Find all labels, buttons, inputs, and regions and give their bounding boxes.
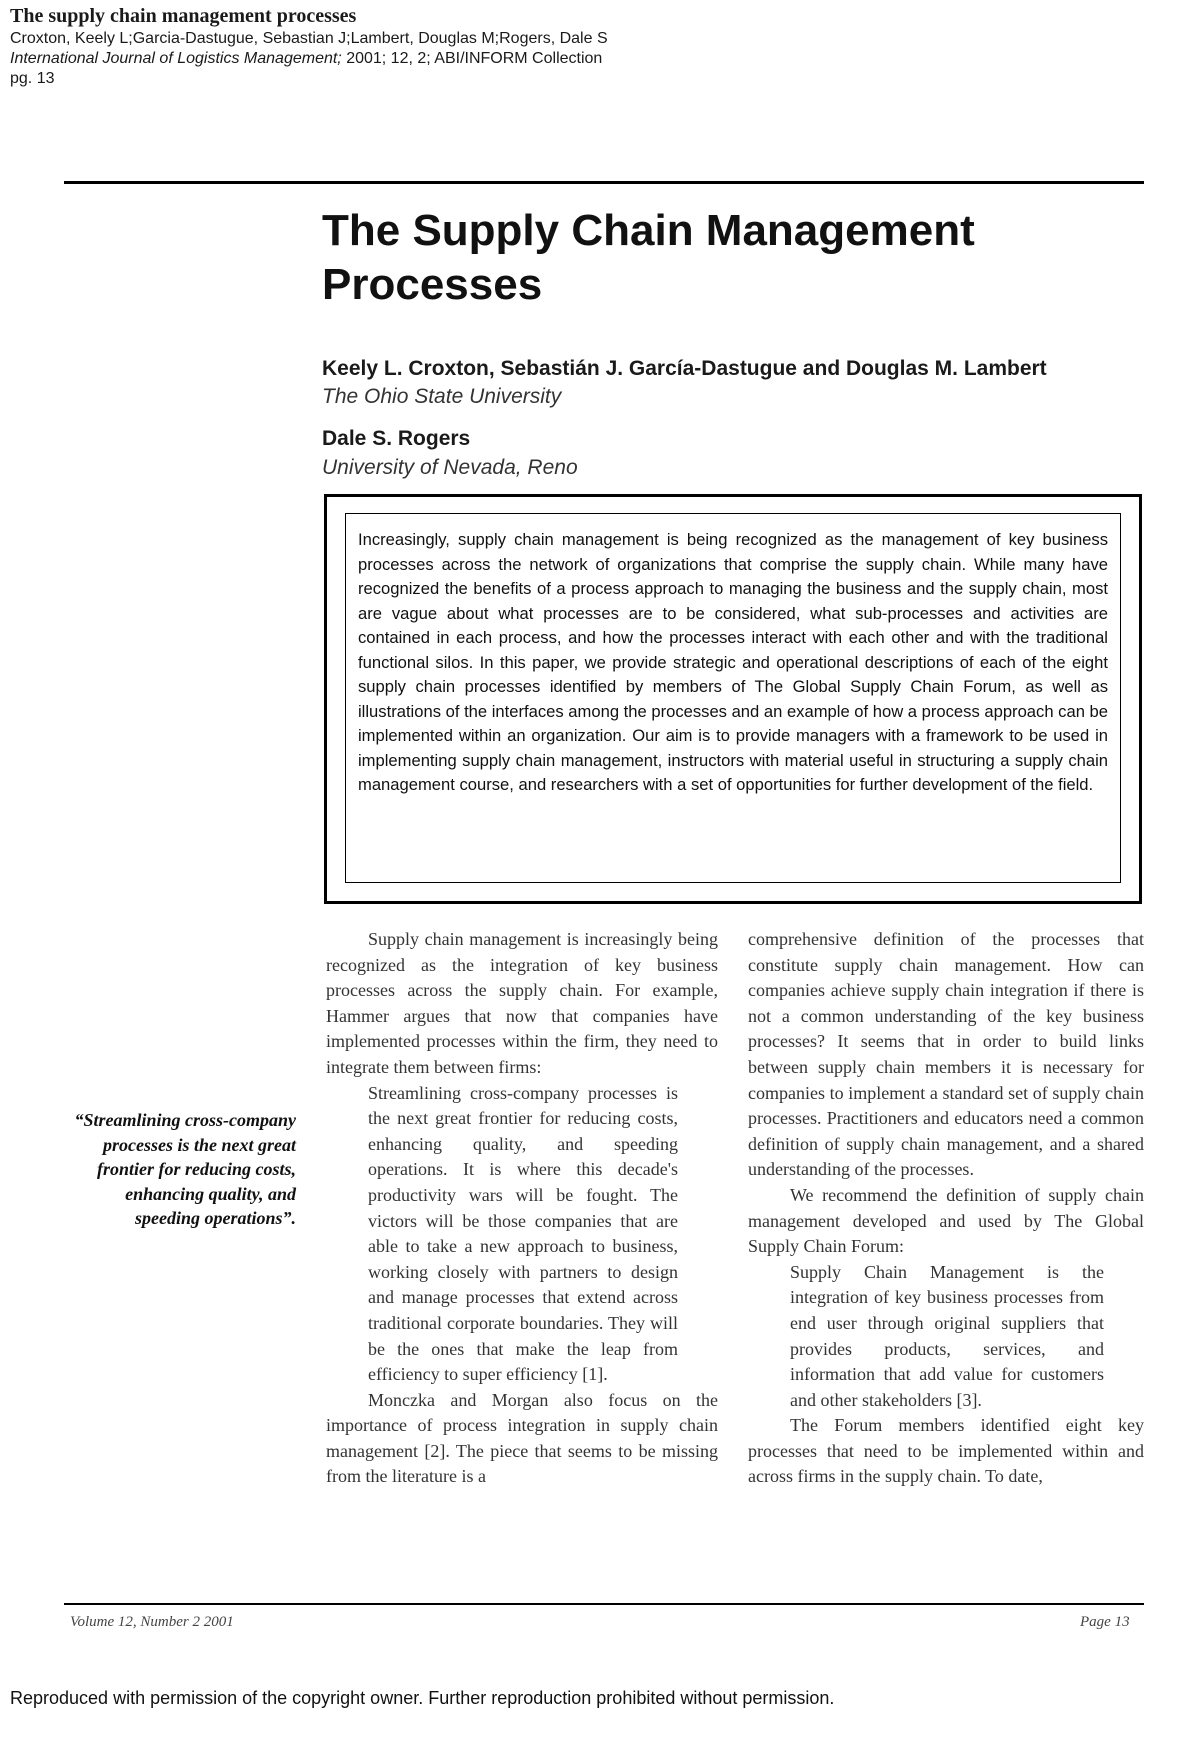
citation-source bbox=[10, 49, 602, 69]
citation-authors: Croxton, Keely L;Garcia-Dastugue, Sebastian J;Lambert, Douglas M;Rogers, Dale S bbox=[10, 30, 608, 47]
citation-journal: International Journal of Logistics Management; bbox=[10, 50, 342, 67]
citation-title: The supply chain management processes bbox=[10, 5, 357, 27]
article-title: The Supply Chain Management Processes bbox=[322, 206, 975, 309]
body-paragraph: Monczka and Morgan also focus on the importance of process integration in supply chain management [2]. The piece that seems to be missing from the literature is a bbox=[326, 1389, 718, 1487]
affiliation-1: The Ohio State University bbox=[322, 385, 562, 408]
author-line-2: Dale S. Rogers bbox=[322, 427, 471, 450]
footer-volume: Volume 12, Number 2 2001 bbox=[70, 1614, 234, 1630]
definition-quote: Supply Chain Management is the integration of key business processes from end user through original suppliers that provides products, services, and information that add value for customers and other stakeholders [3]. bbox=[790, 1261, 1104, 1410]
body-paragraph: Supply chain management is increasingly being recognized as the integration of key business processes across the supply chain. For example, Hammer argues that now that companies have implemented processes within the firm, they need to integrate them between firms: bbox=[326, 929, 718, 1077]
body-column-right bbox=[748, 927, 1144, 1490]
bottom-rule bbox=[64, 1603, 1144, 1605]
pull-quote: “Streamlining cross-company processes is the next great frontier for reducing costs, enhancing quality, and speeding operations”. bbox=[74, 1110, 296, 1228]
citation-page: pg. 13 bbox=[10, 70, 55, 87]
block-quote: Streamlining cross-company processes is the next great frontier for reducing costs, enhancing quality, and speeding operations. It is where this decade's productivity wars will be fought. The victors will be those companies that are able to take a new approach to business, working closely with partners to design and manage processes that extend across traditional corporate boundaries. They will be the ones that make the leap from efficiency to super efficiency [1]. bbox=[368, 1082, 678, 1385]
citation-details: 2001; 12, 2; ABI/INFORM Collection bbox=[341, 50, 603, 67]
reproduction-notice: Reproduced with permission of the copyright owner. Further reproduction prohibited without permission. bbox=[10, 1688, 835, 1708]
body-paragraph: comprehensive definition of the processes that constitute supply chain management. How can companies achieve supply chain integration if there is not a common understanding of the key business processes? It seems that in order to build links between supply chain members it is necessary for companies to implement a standard set of supply chain processes. Practitioners and educators need a common definition of supply chain management, and a shared understanding of the processes. bbox=[748, 929, 1144, 1180]
author-line-1: Keely L. Croxton, Sebastián J. García-Dastugue and Douglas M. Lambert bbox=[322, 357, 1047, 380]
body-column-left bbox=[326, 927, 718, 1490]
top-rule bbox=[64, 181, 1144, 184]
body-paragraph: The Forum members identified eight key processes that need to be implemented within and across firms in the supply chain. To date, bbox=[748, 1415, 1144, 1487]
abstract-text: Increasingly, supply chain management is being recognized as the management of key business processes across the network of organizations that comprise the supply chain. While many have recognized the benefits of a process approach to managing the business and the supply chain, most are vague about what processes are to be considered, what sub-processes and activities are contained in each process, and how the processes interact with each other and with the traditional functional silos. In this paper, we provide strategic and operational descriptions of each of the eight supply chain processes identified by members of The Global Supply Chain Forum, as well as illustrations of the interfaces among the processes and an example of how a process approach can be implemented within an organization. Our aim is to provide managers with a framework to be used in implementing supply chain management, instructors with material useful in structuring a supply chain management course, and researchers with a set of opportunities for further development of the field. bbox=[358, 530, 1108, 794]
body-paragraph: We recommend the definition of supply chain management developed and used by The Global Supply Chain Forum: bbox=[748, 1184, 1144, 1257]
affiliation-2: University of Nevada, Reno bbox=[322, 456, 578, 479]
footer-page: Page 13 bbox=[1080, 1614, 1130, 1630]
